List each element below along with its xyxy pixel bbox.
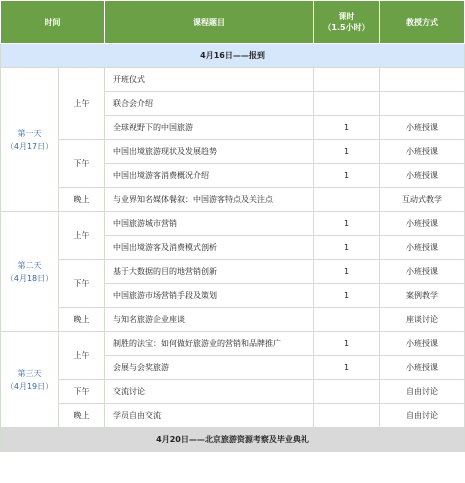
teaching-method: 小班授课 bbox=[380, 140, 465, 164]
period-label: 晚上 bbox=[59, 188, 105, 212]
day-label bbox=[1, 212, 59, 332]
course-hours: 1 bbox=[314, 140, 380, 164]
teaching-method bbox=[380, 92, 465, 116]
course-hours bbox=[314, 92, 380, 116]
day-label-line2: （4月17日） bbox=[5, 141, 54, 151]
closing-footer: 4月20日——北京旅游资源考察及毕业典礼 bbox=[1, 428, 465, 452]
arrival-banner: 4月16日——报到 bbox=[1, 44, 465, 68]
period-label: 上午 bbox=[59, 332, 105, 380]
table-header-row bbox=[1, 1, 465, 44]
closing-footer-row bbox=[1, 428, 465, 452]
header-hours bbox=[314, 1, 380, 44]
course-title: 联合会介绍 bbox=[105, 92, 314, 116]
course-title: 学员自由交流 bbox=[105, 404, 314, 428]
course-title: 中国旅游市场营销手段及策划 bbox=[105, 284, 314, 308]
day-label-line1: 第一天 bbox=[17, 128, 42, 138]
teaching-method: 案例教学 bbox=[380, 284, 465, 308]
course-hours: 1 bbox=[314, 284, 380, 308]
course-title: 与业界知名媒体餐叙：中国游客特点及关注点 bbox=[105, 188, 314, 212]
course-hours: 1 bbox=[314, 164, 380, 188]
course-hours bbox=[314, 188, 380, 212]
table-row bbox=[1, 212, 465, 236]
course-title: 会展与会奖旅游 bbox=[105, 356, 314, 380]
course-title: 全球视野下的中国旅游 bbox=[105, 116, 314, 140]
period-label: 下午 bbox=[59, 260, 105, 308]
day-label-line2: （4月19日） bbox=[5, 381, 54, 391]
table-row bbox=[1, 380, 465, 404]
teaching-method: 小班授课 bbox=[380, 116, 465, 140]
course-title: 制胜的法宝：如何做好旅游业的营销和品牌推广 bbox=[105, 332, 314, 356]
period-label: 晚上 bbox=[59, 404, 105, 428]
course-title: 交流讨论 bbox=[105, 380, 314, 404]
course-hours: 1 bbox=[314, 116, 380, 140]
period-label: 上午 bbox=[59, 212, 105, 260]
header-method: 教授方式 bbox=[380, 1, 465, 44]
table-row bbox=[1, 308, 465, 332]
course-hours: 1 bbox=[314, 356, 380, 380]
teaching-method: 小班授课 bbox=[380, 332, 465, 356]
teaching-method: 自由讨论 bbox=[380, 380, 465, 404]
day-label-line1: 第二天 bbox=[17, 260, 42, 270]
course-hours bbox=[314, 404, 380, 428]
course-hours bbox=[314, 68, 380, 92]
course-hours: 1 bbox=[314, 260, 380, 284]
period-label: 下午 bbox=[59, 140, 105, 188]
period-label: 晚上 bbox=[59, 308, 105, 332]
course-hours: 1 bbox=[314, 212, 380, 236]
table-row bbox=[1, 140, 465, 164]
teaching-method: 自由讨论 bbox=[380, 404, 465, 428]
teaching-method: 小班授课 bbox=[380, 164, 465, 188]
course-hours bbox=[314, 380, 380, 404]
course-title: 中国出境游客及消费模式剖析 bbox=[105, 236, 314, 260]
course-title: 中国旅游城市营销 bbox=[105, 212, 314, 236]
day-label-line1: 第三天 bbox=[17, 368, 42, 378]
header-course: 课程题目 bbox=[105, 1, 314, 44]
day-label-line2: （4月18日） bbox=[5, 273, 54, 283]
header-time: 时间 bbox=[1, 1, 105, 44]
teaching-method: 小班授课 bbox=[380, 212, 465, 236]
day-label bbox=[1, 68, 59, 212]
teaching-method: 座谈讨论 bbox=[380, 308, 465, 332]
course-title: 与知名旅游企业座谈 bbox=[105, 308, 314, 332]
course-title: 开班仪式 bbox=[105, 68, 314, 92]
table-row bbox=[1, 404, 465, 428]
table-row bbox=[1, 68, 465, 92]
teaching-method: 小班授课 bbox=[380, 236, 465, 260]
header-hours-line1: 课时 bbox=[338, 12, 355, 21]
arrival-banner-row bbox=[1, 44, 465, 68]
course-hours bbox=[314, 308, 380, 332]
course-title: 基于大数据的目的地营销创新 bbox=[105, 260, 314, 284]
course-title: 中国出境旅游现状及发展趋势 bbox=[105, 140, 314, 164]
teaching-method bbox=[380, 68, 465, 92]
teaching-method: 小班授课 bbox=[380, 260, 465, 284]
table-row bbox=[1, 260, 465, 284]
day-label bbox=[1, 332, 59, 428]
period-label: 下午 bbox=[59, 380, 105, 404]
course-hours: 1 bbox=[314, 236, 380, 260]
table-row bbox=[1, 332, 465, 356]
period-label: 上午 bbox=[59, 68, 105, 140]
course-title: 中国出境游客消费概况介绍 bbox=[105, 164, 314, 188]
course-hours: 1 bbox=[314, 332, 380, 356]
table-row bbox=[1, 188, 465, 212]
teaching-method: 小班授课 bbox=[380, 356, 465, 380]
header-hours-line2: （1.5小时） bbox=[323, 23, 370, 32]
teaching-method: 互动式教学 bbox=[380, 188, 465, 212]
